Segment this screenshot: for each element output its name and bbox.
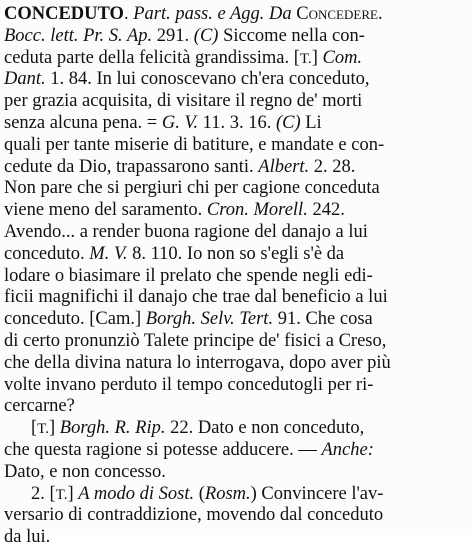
text-segment: 242. (307, 200, 345, 221)
text-segment: ] (311, 47, 323, 68)
text-segment: conceduto. (4, 243, 90, 264)
text-line (4, 221, 470, 243)
text-segment: ceduta parte della felicità grandissima. [ (4, 47, 300, 68)
text-segment: Non pare che si pergiuri chi per cagione conceduta (4, 178, 380, 199)
text-segment: ) Convincere l'av- (250, 483, 384, 504)
text-segment: 8. 110. Io non so s'egli s'è da (127, 243, 345, 264)
text-segment: da lui. (4, 527, 51, 548)
text-segment: Com. (322, 47, 363, 68)
text-line (4, 395, 470, 417)
text-segment: ] (67, 483, 79, 504)
text-segment: che della divina natura lo interrogava, dopo aver più (4, 352, 391, 373)
text-line (4, 243, 470, 265)
text-segment: G. V. (161, 113, 198, 133)
text-segment: senza alcuna pena. = (4, 113, 162, 133)
text-segment: Bocc. lett. Pr. S. Ap. (4, 25, 153, 46)
text-line (4, 504, 470, 526)
text-segment: versario di contraddizione, movendo dal conceduto (4, 505, 384, 526)
text-line (4, 374, 470, 396)
text-segment: Albert. (258, 156, 310, 177)
text-segment: Anche: (321, 440, 374, 460)
text-line (4, 3, 470, 25)
text-segment: 2. 28. (309, 156, 356, 177)
text-segment: . (123, 4, 134, 24)
text-segment: ( (194, 483, 205, 504)
text-segment: 2. [ (31, 483, 56, 504)
entry-headword: CONCEDUTO (4, 4, 124, 24)
text-line (4, 25, 470, 47)
text-line (4, 308, 470, 330)
text-line (4, 352, 470, 374)
text-segment: che questa ragione si potesse adducere. — (4, 440, 322, 460)
text-segment: 22. Dato e non conceduto, (165, 418, 365, 439)
text-line (4, 177, 470, 199)
text-line (4, 286, 470, 308)
text-segment: lodare o biasimare il prelato che spende negli edi- (4, 265, 373, 286)
text-line (4, 526, 470, 548)
text-segment: quali per tante miserie di batiture, e mandate e con- (4, 134, 385, 155)
text-segment: viene meno del saramento. (4, 200, 207, 221)
text-segment: Siccome nella con- (218, 25, 365, 46)
text-segment: Dant. (4, 69, 46, 90)
text-segment: [ (31, 418, 38, 439)
text-segment: di certo pronunziò Talete principe de' fisici a Creso, (4, 331, 387, 351)
text-segment: Li (300, 113, 322, 133)
text-segment: ] (48, 418, 60, 439)
text-segment: cedute da Dio, trapassarono santi. (4, 156, 259, 177)
text-segment: . (377, 4, 383, 24)
text-line (4, 112, 470, 134)
text-segment: (C) (275, 113, 301, 133)
text-line (4, 265, 470, 287)
text-segment: 11. 3. 16. (198, 113, 276, 133)
text-segment: Dato, e non concesso. (4, 461, 166, 482)
text-segment: T. (55, 486, 68, 503)
text-line (31, 417, 469, 439)
text-segment: Borgh. Selv. Tert. (145, 309, 274, 330)
text-segment: ficii magnifichi il danajo che trae dal beneficio a lui (4, 287, 388, 308)
text-segment: Part. pass. e Agg. Da (133, 4, 297, 24)
text-segment: 91. Che cosa (273, 309, 373, 330)
text-segment: (C) (193, 25, 219, 46)
text-segment: Borgh. R. Rip. (59, 418, 166, 439)
text-line (4, 90, 470, 112)
text-segment: Rosm. (204, 483, 251, 504)
text-segment: 291. (152, 25, 194, 46)
text-segment: M. V. (89, 243, 128, 264)
text-segment: Avendo... a render buona ragione del danajo a lui (4, 222, 368, 242)
text-segment: conceduto. [Cam.] (4, 309, 146, 330)
text-line (4, 461, 470, 483)
text-line (4, 68, 470, 90)
text-segment: Concedere (296, 4, 378, 24)
text-line (4, 134, 470, 156)
text-line (4, 330, 470, 352)
text-segment: A modo di Sost. (78, 483, 195, 504)
text-line (4, 199, 470, 221)
text-segment: T. (299, 50, 312, 67)
text-line (4, 439, 470, 461)
text-segment: per grazia acquisita, di visitare il regno de' morti (4, 91, 363, 112)
text-line (4, 47, 470, 69)
text-segment: Cron. Morell. (206, 200, 308, 221)
text-segment: T. (37, 421, 49, 438)
text-segment: volte invano perduto il tempo concedutogli per ri- (4, 374, 374, 395)
text-segment: cercarne? (4, 396, 75, 417)
text-line (31, 483, 469, 505)
text-segment: 1. 84. In lui conoscevano ch'era conceduto, (45, 69, 370, 90)
text-line (4, 156, 470, 178)
